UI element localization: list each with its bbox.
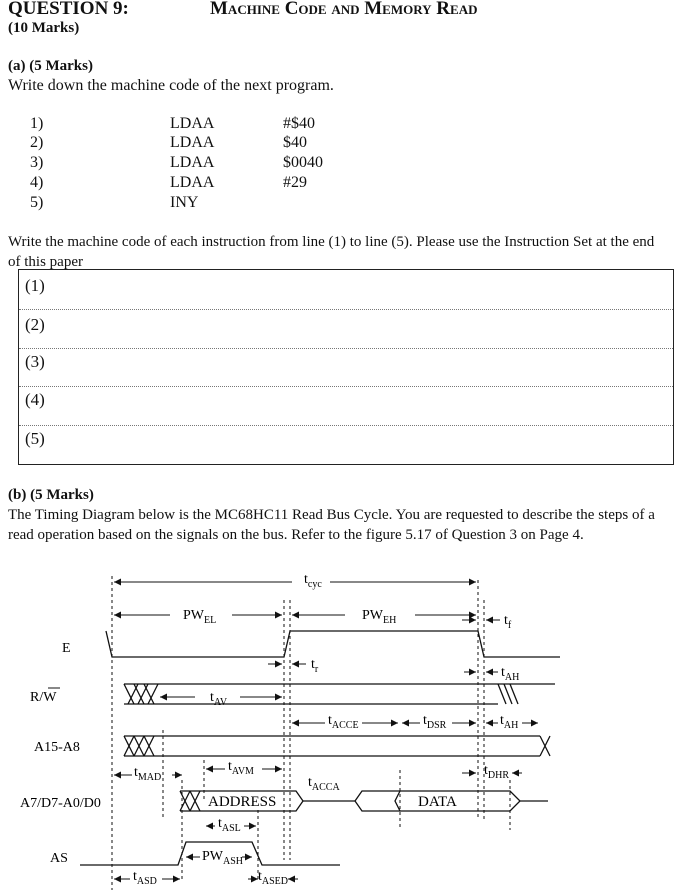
answer-label: (4) — [25, 390, 45, 409]
t-asd-label: $t_{ASD}$ — [133, 869, 157, 887]
program-line-number: 1) — [30, 115, 44, 132]
answer-label: (2) — [25, 315, 45, 334]
program-mnemonic: LDAA — [170, 115, 215, 132]
question-title: Machine Code and Memory Read — [210, 0, 478, 19]
answer-row[interactable] — [19, 386, 673, 409]
t-cyc-label: $t_{cyc}$ — [304, 572, 322, 590]
program-line-number: 3) — [30, 154, 44, 171]
question-number: QUESTION 9: — [8, 0, 129, 19]
program-line-number: 2) — [30, 134, 44, 151]
program-mnemonic: LDAA — [170, 134, 215, 151]
t-r-label: $t_r$ — [311, 657, 319, 675]
program-operand: $40 — [283, 134, 307, 151]
part-b-paragraph: The Timing Diagram below is the MC68HC11 Read Bus Cycle. You are requested to describe the steps of a read operation based on the signals on the bus. Refer to the figure 5.17 of Question 3 on Page 4. — [8, 507, 655, 543]
t-av-label: $t_{AV}$ — [210, 690, 228, 708]
e-signal-waveform — [106, 631, 560, 657]
t-asl-label: $t_{ASL}$ — [218, 816, 241, 834]
signal-label-a7-d7-a0-d0: A7/D7-A0/D0 — [20, 796, 101, 811]
answer-row[interactable] — [19, 425, 673, 448]
part-a-heading: (a) (5 Marks) — [8, 58, 93, 74]
pw-ash-label: $PW_{ASH}$ — [202, 849, 244, 867]
t-avm-label: $t_{AVM}$ — [228, 759, 254, 777]
part-a-paragraph: Write the machine code of each instruction from line (1) to line (5). Please use the Instruction Set at the end of this paper — [8, 234, 655, 270]
answer-label: (5) — [25, 429, 45, 448]
program-line-number: 5) — [30, 194, 44, 211]
signal-label-rw: R/W — [30, 690, 57, 705]
answer-box — [18, 269, 674, 465]
pw-eh-label: $PW_{EH}$ — [362, 608, 397, 626]
pw-el-label: $PW_{EL}$ — [183, 608, 217, 626]
program-line-number: 4) — [30, 174, 44, 191]
data-label: DATA — [418, 794, 457, 810]
program-operand: $0040 — [283, 154, 323, 171]
timing-diagram — [0, 565, 682, 894]
guide-lines — [112, 576, 510, 890]
program-mnemonic: LDAA — [170, 174, 215, 191]
part-a-instruction: Write down the machine code of the next program. — [8, 77, 334, 94]
t-f-label: $t_f$ — [504, 613, 512, 631]
answer-row[interactable] — [19, 309, 673, 334]
t-acca-label: $t_{ACCA}$ — [308, 775, 340, 793]
t-dhr-label: $t_{DHR}$ — [484, 763, 510, 781]
t-ah-label: $t_{AH}$ — [501, 665, 520, 683]
program-mnemonic: LDAA — [170, 154, 215, 171]
program-mnemonic: INY — [170, 194, 199, 211]
signal-label-e: E — [62, 641, 71, 656]
part-b-heading: (b) (5 Marks) — [8, 487, 94, 503]
t-ah2-label: $t_{AH}$ — [500, 713, 519, 731]
signal-label-a15-a8: A15-A8 — [34, 740, 80, 755]
program-operand: #$40 — [283, 115, 315, 132]
answer-label: (1) — [25, 276, 45, 295]
t-ased-label: $t_{ASED}$ — [258, 869, 289, 887]
answer-label: (3) — [25, 352, 45, 371]
signal-label-as: AS — [50, 851, 68, 866]
t-dsr-label: $t_{DSR}$ — [423, 713, 447, 731]
program-operand: #29 — [283, 174, 307, 191]
question-marks: (10 Marks) — [8, 20, 80, 36]
address-label: ADDRESS — [208, 794, 277, 810]
answer-row[interactable] — [19, 348, 673, 371]
t-acce-label: $t_{ACCE}$ — [328, 713, 359, 731]
t-mad-label: $t_{MAD}$ — [134, 765, 162, 783]
